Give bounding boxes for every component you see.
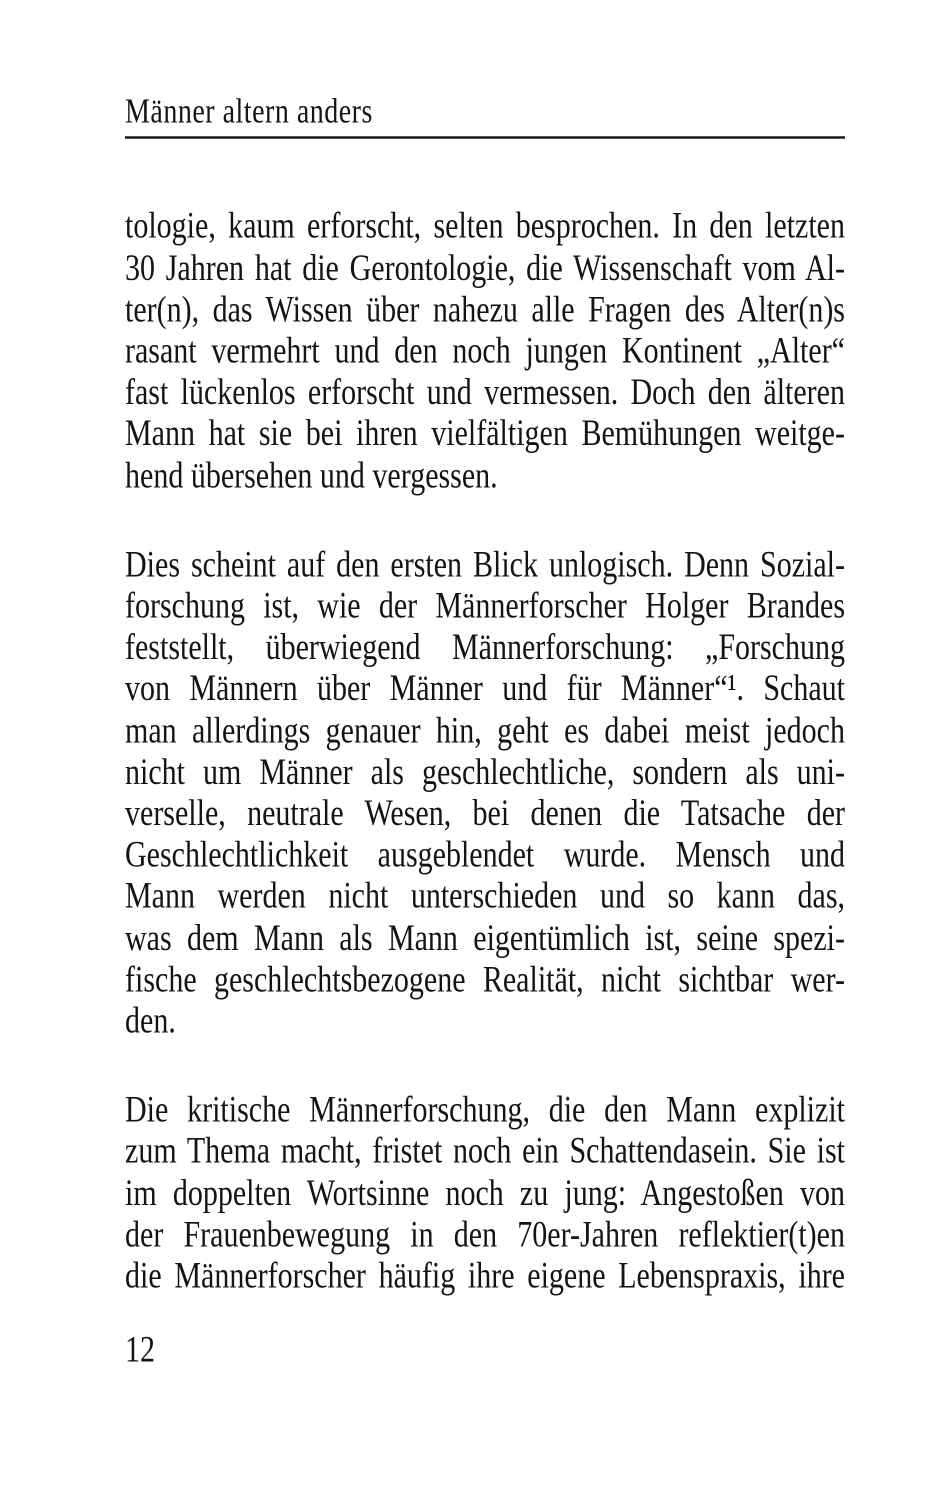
- text-line: forschung ist, wie der Männerforscher Holger Brandes: [125, 585, 845, 627]
- text-line: im doppelten Wortsinne noch zu jung: Angestoßen von: [125, 1172, 845, 1214]
- text-line: Dies scheint auf den ersten Blick unlogisch. Denn Sozial-: [125, 543, 845, 585]
- header-rule: [125, 136, 845, 139]
- page-content: [125, 0, 845, 1372]
- text-line: der Frauenbewegung in den 70er-Jahren reflektier(t)en: [125, 1213, 845, 1255]
- paragraph: [125, 205, 845, 496]
- paragraph: [125, 1089, 845, 1297]
- text-line: Die kritische Männerforschung, die den Mann explizit: [125, 1089, 845, 1131]
- text-line: was dem Mann als Mann eigentümlich ist, seine spezi-: [125, 917, 845, 959]
- text-line: Mann hat sie bei ihren vielfältigen Bemühungen weitge-: [125, 413, 845, 455]
- text-line: 30 Jahren hat die Gerontologie, die Wissenschaft vom Al-: [125, 246, 845, 289]
- text-line: die Männerforscher häufig ihre eigene Lebenspraxis, ihre: [125, 1255, 845, 1297]
- paragraph: [125, 544, 845, 1042]
- text-line: tologie, kaum erforscht, selten besprochen. In den letzten: [125, 205, 845, 247]
- text-line: hend übersehen und vergessen.: [125, 454, 498, 496]
- text-line: verselle, neutrale Wesen, bei denen die Tatsache der: [125, 792, 845, 834]
- text-line: nicht um Männer als geschlechtliche, sondern als uni-: [125, 751, 845, 793]
- text-line: den.: [125, 1000, 176, 1042]
- page-number: 12: [125, 1329, 155, 1371]
- text-line: Mann werden nicht unterschieden und so kann das,: [125, 875, 845, 917]
- running-header: Männer altern anders: [125, 92, 373, 132]
- text-line: von Männern über Männer und für Männer“¹. Schaut: [125, 668, 845, 710]
- text-line: ter(n), das Wissen über nahezu alle Fragen des Alter(n)s: [125, 288, 845, 330]
- text-line: Geschlechtlichkeit ausgeblendet wurde. Mensch und: [125, 834, 845, 876]
- text-line: man allerdings genauer hin, geht es dabei meist jedoch: [125, 709, 845, 751]
- body-text: [125, 205, 845, 1296]
- text-line: fische geschlechtsbezogene Realität, nicht sichtbar wer-: [125, 958, 845, 1000]
- text-line: rasant vermehrt und den noch jungen Kontinent „Alter“: [125, 330, 845, 372]
- text-line: feststellt, überwiegend Männerforschung: „Forschung: [125, 626, 845, 668]
- text-line: zum Thema macht, fristet noch ein Schattendasein. Sie ist: [125, 1130, 845, 1172]
- text-line: fast lückenlos erforscht und vermessen. Doch den älteren: [125, 371, 845, 413]
